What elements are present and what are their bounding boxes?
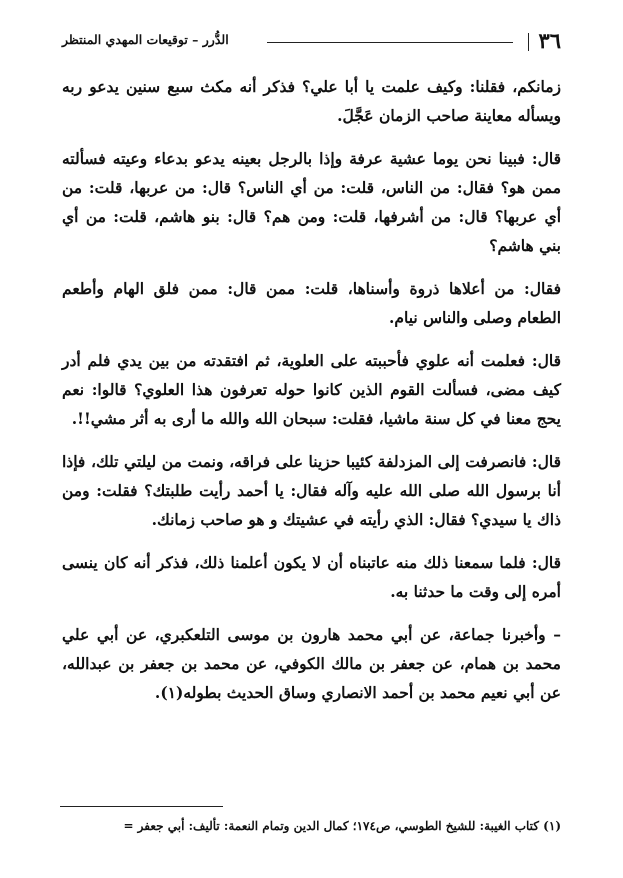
- paragraph: قال: فبينا نحن يوما عشية عرفة وإذا بالرجل بعينه يدعو بدعاء وعيته فسألته ممن هو؟ فقال: من الناس، قلت: من أي الناس؟ قال: من عربها، قلت: من أي عربها؟ قال: من أشرفها، قلت: ومن هم؟ قال: بنو هاشم، قلت: من أي بني هاشم؟: [62, 149, 561, 255]
- header-rule: [267, 42, 513, 43]
- paragraph: – وأخبرنا جماعة، عن أبي محمد هارون بن موسى التلعكبري، عن أبي علي محمد بن همام، عن جعفر بن مالك الكوفي، عن محمد بن جعفر بن عبدالله، عن أبي نعيم محمد بن أحمد الانصاري وساق الحديث بطوله(١).: [62, 625, 561, 702]
- paragraph: فقال: من أعلاها ذروة وأسناها، قلت: ممن قال: ممن فلق الهام وأطعم الطعام وصلى والناس نيام.: [62, 279, 561, 327]
- page-header: [62, 30, 561, 54]
- running-title: الدُّرر – توقيعات المهدي المنتظر: [62, 32, 229, 47]
- page-number: ٣٦: [538, 28, 561, 53]
- body-text: [62, 72, 561, 721]
- header-divider-tick: [528, 33, 529, 51]
- paragraph: قال: فلما سمعنا ذلك منه عاتبناه أن لا يكون أعلمنا ذلك، فذكر أنه كان ينسى أمره إلى وقت ما حدثنا به.: [62, 553, 561, 601]
- footnote-divider: [60, 806, 223, 807]
- paragraph: قال: فعلمت أنه علوي فأحببته على العلوية، ثم افتقدته من بين يدي فلم أدر كيف مضى، فسألت القوم الذين كانوا حوله تعرفون هذا العلوي؟ قالوا: نعم يحج معنا في كل سنة ماشيا، فقلت: سبحان الله والله ما أرى به أثر مشي!!.: [62, 351, 561, 428]
- footnote: (١) كتاب الغيبة: للشيخ الطوسي، ص١٧٤؛ كمال الدين وتمام النعمة: تأليف: أبي جعفر =: [123, 819, 561, 833]
- paragraph: قال: فانصرفت إلى المزدلفة كئيبا حزينا على فراقه، ونمت من ليلتي تلك، فإذا أنا برسول الله صلى الله عليه وآله فقال: يا أحمد رأيت طلبتك؟ فقلت: ومن ذاك يا سيدي؟ فقال: الذي رأيته في عشيتك و هو صاحب زمانك.: [62, 452, 561, 529]
- paragraph: زمانكم، فقلنا: وكيف علمت يا أبا علي؟ فذكر أنه مكث سبع سنين يدعو ربه ويسأله معاينة صاحب الزمان عَجَّلَ.: [62, 77, 561, 125]
